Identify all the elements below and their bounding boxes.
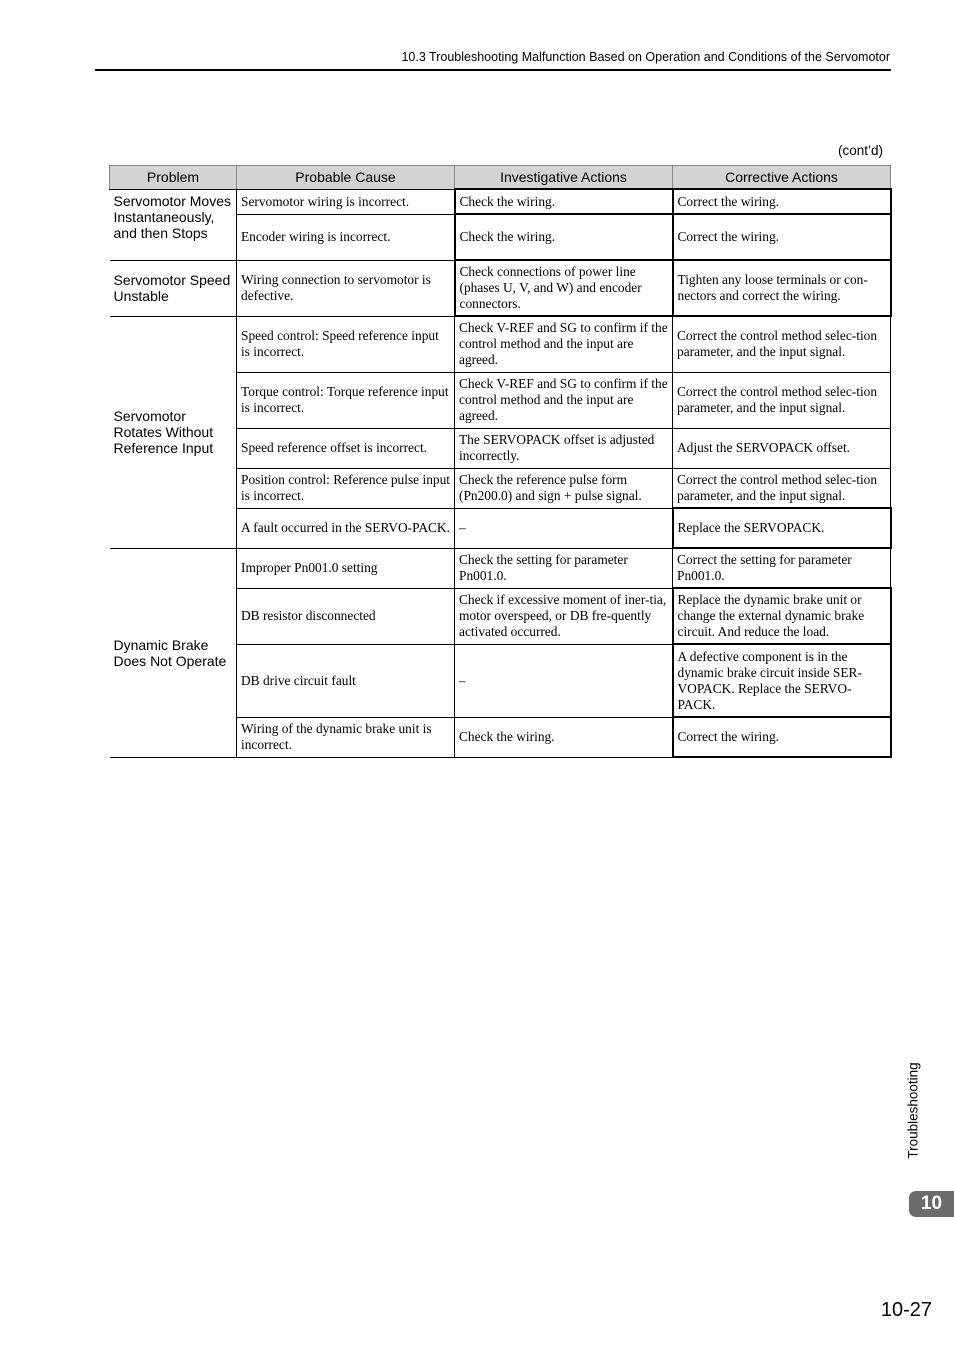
problem-cell: Dynamic Brake Does Not Operate [110,548,237,757]
investigate-cell: Check the setting for parameter Pn001.0. [455,548,673,588]
table-row [110,316,891,372]
investigate-cell: Check the wiring. [455,189,673,214]
cause-cell: A fault occurred in the SERVO-PACK. [237,508,455,548]
header-divider [95,69,891,71]
cause-cell: DB resistor disconnected [237,588,455,644]
cause-cell: Wiring connection to servomotor is defective. [237,260,455,316]
problem-cell: Servomotor Moves Instantaneously, and then Stops [110,189,237,260]
correct-cell: Correct the control method selec-tion parameter, and the input signal. [673,372,891,428]
investigate-cell: The SERVOPACK offset is adjusted incorrectly. [455,428,673,468]
cause-cell: Servomotor wiring is incorrect. [237,189,455,214]
cause-cell: DB drive circuit fault [237,644,455,717]
cause-cell: Speed reference offset is incorrect. [237,428,455,468]
column-header-problem: Problem [110,166,237,190]
investigate-cell: – [455,644,673,717]
table-row [110,548,891,588]
correct-cell: Correct the control method selec-tion parameter, and the input signal. [673,316,891,372]
correct-cell: Correct the setting for parameter Pn001.0. [673,548,891,588]
column-header-corrective-actions: Corrective Actions [673,166,891,190]
investigate-cell: Check V-REF and SG to confirm if the control method and the input are agreed. [455,316,673,372]
section-title: 10.3 Troubleshooting Malfunction Based on Operation and Conditions of the Servomotor [401,50,890,64]
table-header-row [110,166,891,190]
correct-cell: Correct the wiring. [673,717,891,757]
investigate-cell: Check the wiring. [455,214,673,260]
correct-cell: A defective component is in the dynamic brake circuit inside SER-VOPACK. Replace the SERVO-PACK. [673,644,891,717]
page-number: 10-27 [880,1299,932,1321]
cause-cell: Position control: Reference pulse input is incorrect. [237,468,455,508]
column-header-probable-cause: Probable Cause [237,166,455,190]
investigate-cell: Check the wiring. [455,717,673,757]
chapter-tab: 10 [909,1191,954,1217]
cause-cell: Improper Pn001.0 setting [237,548,455,588]
correct-cell: Correct the wiring. [673,214,891,260]
investigate-cell: Check V-REF and SG to confirm if the control method and the input are agreed. [455,372,673,428]
correct-cell: Replace the SERVOPACK. [673,508,891,548]
continued-label: (cont’d) [837,143,883,158]
chapter-side-label [898,1055,928,1165]
investigate-cell: Check if excessive moment of iner-tia, motor overspeed, or DB fre-quently activated occurred. [455,588,673,644]
cause-cell: Encoder wiring is incorrect. [237,214,455,260]
problem-cell: Servomotor Rotates Without Reference Input [110,316,237,548]
chapter-side-label-text: Troubleshooting [905,1061,921,1159]
investigate-cell: Check the reference pulse form (Pn200.0) and sign + pulse signal. [455,468,673,508]
cause-cell: Speed control: Speed reference input is incorrect. [237,316,455,372]
cause-cell: Torque control: Torque reference input is incorrect. [237,372,455,428]
correct-cell: Correct the wiring. [673,189,891,214]
problem-cell: Servomotor Speed Unstable [110,260,237,316]
troubleshooting-table [109,165,892,758]
correct-cell: Adjust the SERVOPACK offset. [673,428,891,468]
correct-cell: Replace the dynamic brake unit or change the external dynamic brake circuit. And reduce the load. [673,588,891,644]
cause-cell: Wiring of the dynamic brake unit is incorrect. [237,717,455,757]
correct-cell: Correct the control method selec-tion parameter, and the input signal. [673,468,891,508]
table-row [110,189,891,214]
table-row [110,260,891,316]
column-header-investigative-actions: Investigative Actions [455,166,673,190]
investigate-cell: – [455,508,673,548]
investigate-cell: Check connections of power line (phases U, V, and W) and encoder connectors. [455,260,673,316]
correct-cell: Tighten any loose terminals or con-nectors and correct the wiring. [673,260,891,316]
